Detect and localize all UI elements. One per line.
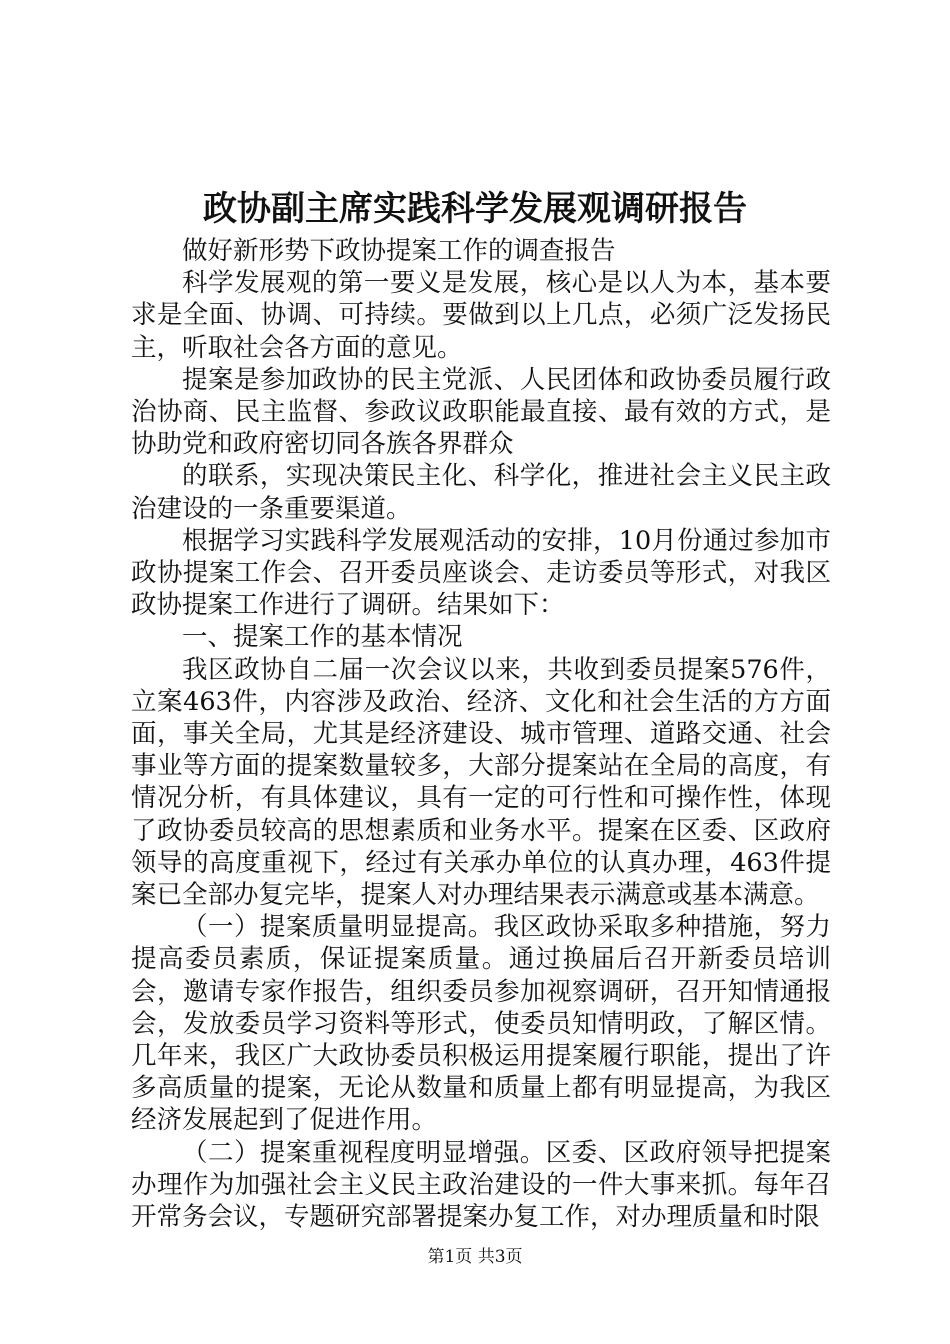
page-footer: 第1页 共3页 (427, 1247, 523, 1267)
paragraph: 的联系，实现决策民主化、科学化，推进社会主义民主政治建设的一条重要渠道。 (131, 461, 831, 524)
paragraph: （一）提案质量明显提高。我区政协采取多种措施，努力提高委员素质，保证提案质量。通过换届后召开新委员培训会，邀请专家作报告，组织委员参加视察调研，召开知情通报会，发放委员学习资料等形式，使委员知情明政，了解区情。几年来，我区广大政协委员积极运用提案履行职能，提出了许多高质量的提案，无论从数量和质量上都有明显提高，为我区经济发展起到了促进作用。 (131, 912, 831, 1136)
paragraph: 科学发展观的第一要义是发展，核心是以人为本，基本要求是全面、协调、可持续。要做到以上几点，必须广泛发扬民主，听取社会各方面的意见。 (131, 268, 831, 363)
paragraph: 我区政协自二届一次会议以来，共收到委员提案576件，立案463件，内容涉及政治、经济、文化和社会生活的方方面面，事关全局，尤其是经济建设、城市管理、道路交通、社会事业等方面的提案数量较多，大部分提案站在全局的高度，有情况分析，有具体建议，具有一定的可行性和可操作性，体现了政协委员较高的思想素质和业务水平。提案在区委、区政府领导的高度重视下，经过有关承办单位的认真办理，463件提案已全部办复完毕，提案人对办理结果表示满意或基本满意。 (131, 654, 831, 911)
paragraph: （二）提案重视程度明显增强。区委、区政府领导把提案办理作为加强社会主义民主政治建设的一件大事来抓。每年召开常务会议，专题研究部署提案办复工作，对办理质量和时限 (131, 1137, 831, 1233)
section-heading: 一、提案工作的基本情况 (182, 622, 463, 653)
paragraph: 根据学习实践科学发展观活动的安排，10月份通过参加市政协提案工作会、召开委员座谈会、走访委员等形式，对我区政协提案工作进行了调研。结果如下： (131, 525, 831, 621)
paragraph: 提案是参加政协的民主党派、人民团体和政协委员履行政治协商、民主监督、参政议政职能最直接、最有效的方式，是协助党和政府密切同各族各界群众 (131, 364, 831, 460)
document-body (131, 235, 831, 1233)
report-subtitle: 做好新形势下政协提案工作的调查报告 (182, 236, 616, 266)
document-title: 政协副主席实践科学发展观调研报告 (203, 189, 747, 229)
